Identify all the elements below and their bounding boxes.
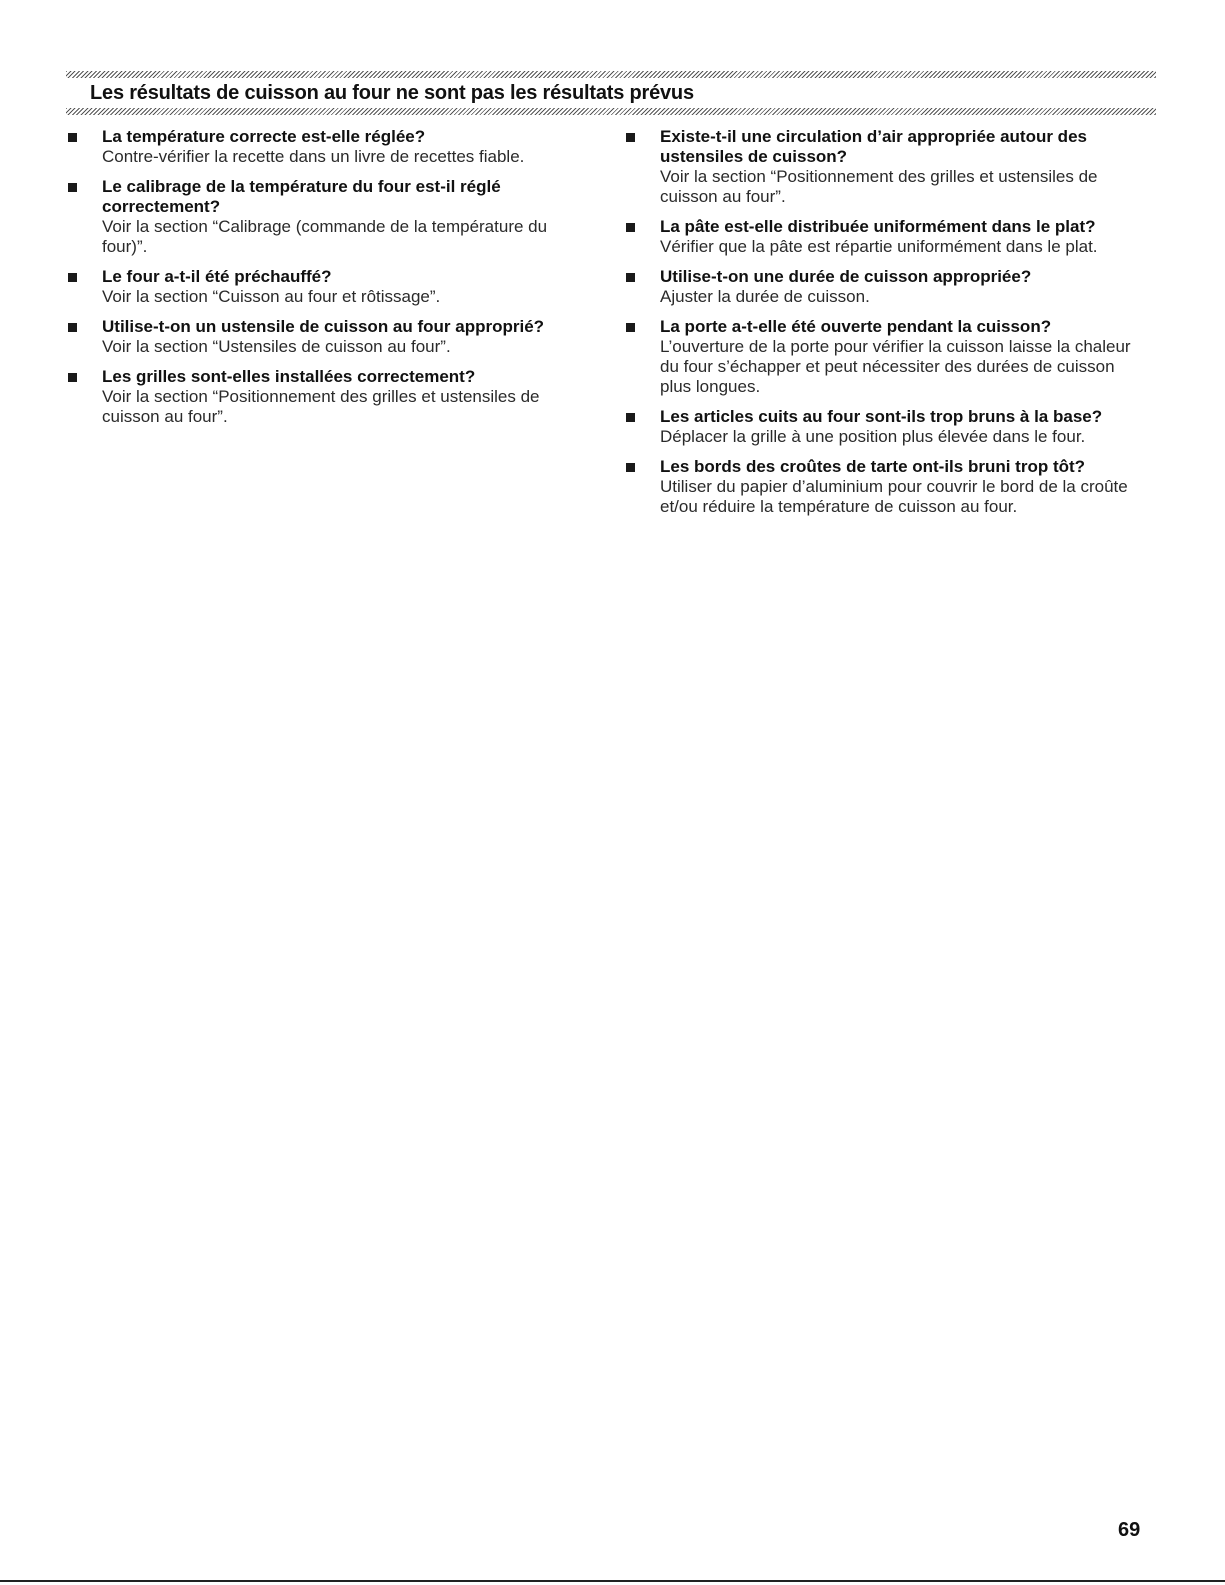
item-answer: Voir la section “Calibrage (commande de la température du four)”. bbox=[102, 217, 548, 256]
item-answer: Vérifier que la pâte est répartie uniformément dans le plat. bbox=[660, 237, 1098, 256]
list-item bbox=[624, 407, 1149, 447]
list-item bbox=[66, 177, 556, 257]
square-bullet-icon bbox=[68, 273, 77, 282]
list-item bbox=[624, 317, 1149, 397]
item-question: Les articles cuits au four sont-ils trop bruns à la base? bbox=[660, 407, 1103, 426]
list-item bbox=[66, 267, 556, 307]
square-bullet-icon bbox=[626, 463, 635, 472]
item-question: Les grilles sont-elles installées correctement? bbox=[102, 367, 476, 386]
item-answer: L’ouverture de la porte pour vérifier la cuisson laisse la chaleur du four s’échapper et peut nécessiter des durées de cuisson plus longues. bbox=[660, 337, 1131, 396]
item-answer: Voir la section “Cuisson au four et rôtissage”. bbox=[102, 287, 441, 306]
item-question: Utilise-t-on une durée de cuisson appropriée? bbox=[660, 267, 1032, 286]
square-bullet-icon bbox=[626, 133, 635, 142]
header-hatch-bottom bbox=[66, 108, 1156, 115]
item-answer: Utiliser du papier d’aluminium pour couvrir le bord de la croûte et/ou réduire la température de cuisson au four. bbox=[660, 477, 1128, 516]
item-answer: Voir la section “Positionnement des grilles et ustensiles de cuisson au four”. bbox=[660, 167, 1098, 206]
header-hatch-top bbox=[66, 71, 1156, 78]
item-question: Le four a-t-il été préchauffé? bbox=[102, 267, 332, 286]
square-bullet-icon bbox=[68, 323, 77, 332]
bottom-rule bbox=[0, 1580, 1225, 1582]
list-item bbox=[624, 127, 1149, 207]
item-answer: Voir la section “Ustensiles de cuisson au four”. bbox=[102, 337, 451, 356]
square-bullet-icon bbox=[626, 323, 635, 332]
item-answer: Voir la section “Positionnement des grilles et ustensiles de cuisson au four”. bbox=[102, 387, 540, 426]
page-number: 69 bbox=[1118, 1519, 1141, 1541]
list-item bbox=[624, 457, 1149, 517]
list-item bbox=[66, 127, 556, 167]
list-item bbox=[624, 217, 1149, 257]
item-question: La porte a-t-elle été ouverte pendant la cuisson? bbox=[660, 317, 1052, 336]
square-bullet-icon bbox=[626, 223, 635, 232]
item-question: Utilise-t-on un ustensile de cuisson au four approprié? bbox=[102, 317, 545, 336]
left-column bbox=[66, 127, 556, 437]
square-bullet-icon bbox=[68, 183, 77, 192]
item-question: Les bords des croûtes de tarte ont-ils bruni trop tôt? bbox=[660, 457, 1086, 476]
item-question: Le calibrage de la température du four est-il réglé correctement? bbox=[102, 177, 501, 216]
square-bullet-icon bbox=[68, 133, 77, 142]
right-column bbox=[624, 127, 1149, 527]
item-question: La température correcte est-elle réglée? bbox=[102, 127, 426, 146]
item-question: La pâte est-elle distribuée uniformément dans le plat? bbox=[660, 217, 1096, 236]
list-item bbox=[624, 267, 1149, 307]
item-answer: Contre-vérifier la recette dans un livre de recettes fiable. bbox=[102, 147, 525, 166]
item-answer: Déplacer la grille à une position plus élevée dans le four. bbox=[660, 427, 1086, 446]
item-question: Existe-t-il une circulation d’air appropriée autour des ustensiles de cuisson? bbox=[660, 127, 1087, 166]
list-item bbox=[66, 367, 556, 427]
list-item bbox=[66, 317, 556, 357]
square-bullet-icon bbox=[68, 373, 77, 382]
section-title: Les résultats de cuisson au four ne sont pas les résultats prévus bbox=[90, 82, 694, 104]
square-bullet-icon bbox=[626, 413, 635, 422]
square-bullet-icon bbox=[626, 273, 635, 282]
item-answer: Ajuster la durée de cuisson. bbox=[660, 287, 870, 306]
